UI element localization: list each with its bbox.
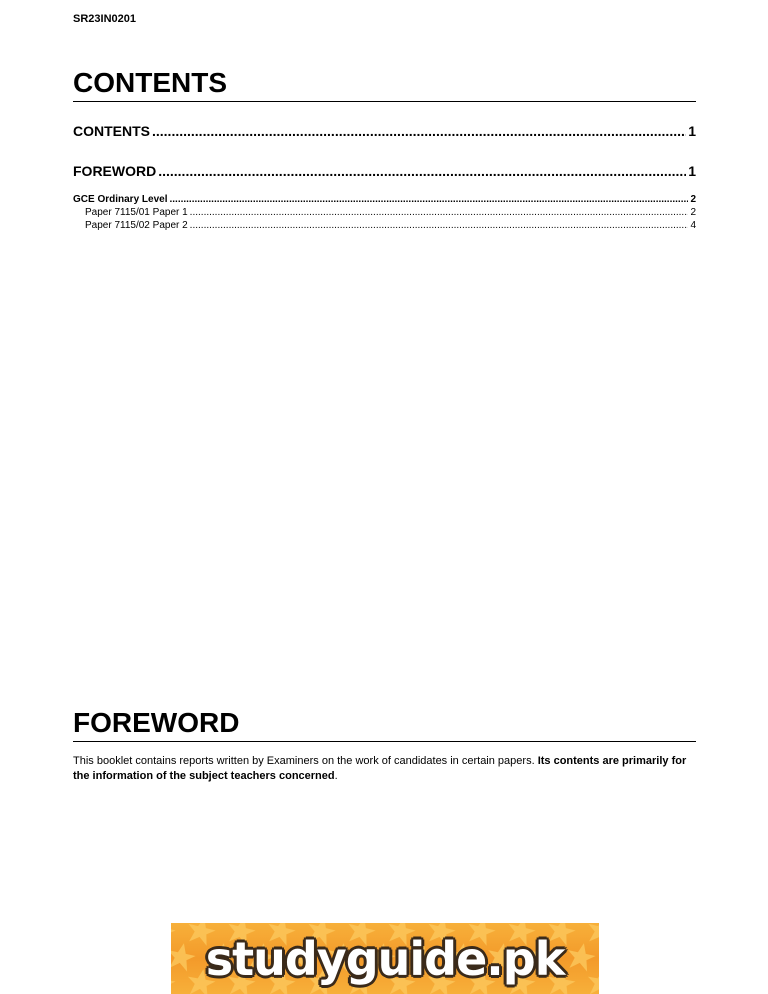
document-code: SR23IN0201 [73, 13, 136, 25]
foreword-text-bold: Its contents are primarily for the information of the subject teachers concerned [73, 755, 687, 782]
toc-entry-paper-1[interactable] [73, 207, 696, 219]
toc-leader [169, 194, 688, 206]
studyguide-logo [171, 923, 599, 994]
toc-page-number: 2 [690, 207, 696, 218]
toc-entry-foreword[interactable] [73, 163, 696, 179]
toc-page-number: 4 [690, 220, 696, 231]
toc-leader [158, 163, 686, 179]
toc-label: FOREWORD [73, 163, 157, 179]
foreword-text-end: . [334, 770, 338, 782]
toc-entry-gce-ordinary-level[interactable] [73, 194, 696, 206]
logo-text: studyguide.pk [205, 931, 565, 986]
toc-label: Paper 7115/02 Paper 2 [85, 220, 188, 231]
foreword-paragraph [73, 754, 696, 784]
toc-entry-paper-2[interactable] [73, 220, 696, 232]
toc-leader [152, 123, 686, 139]
toc-label: CONTENTS [73, 123, 150, 139]
toc-leader [190, 207, 689, 219]
toc-page-number: 1 [688, 163, 696, 179]
toc-label: Paper 7115/01 Paper 1 [85, 207, 188, 218]
toc-page-number: 1 [688, 123, 696, 139]
foreword-heading: FOREWORD [73, 708, 696, 742]
contents-heading: CONTENTS [73, 68, 696, 102]
toc-entry-contents[interactable] [73, 123, 696, 139]
foreword-text-plain: This booklet contains reports written by Examiners on the work of candidates in certain papers. [73, 755, 538, 767]
toc-leader [190, 220, 689, 232]
toc-page-number: 2 [690, 194, 696, 205]
toc-label: GCE Ordinary Level [73, 194, 168, 205]
